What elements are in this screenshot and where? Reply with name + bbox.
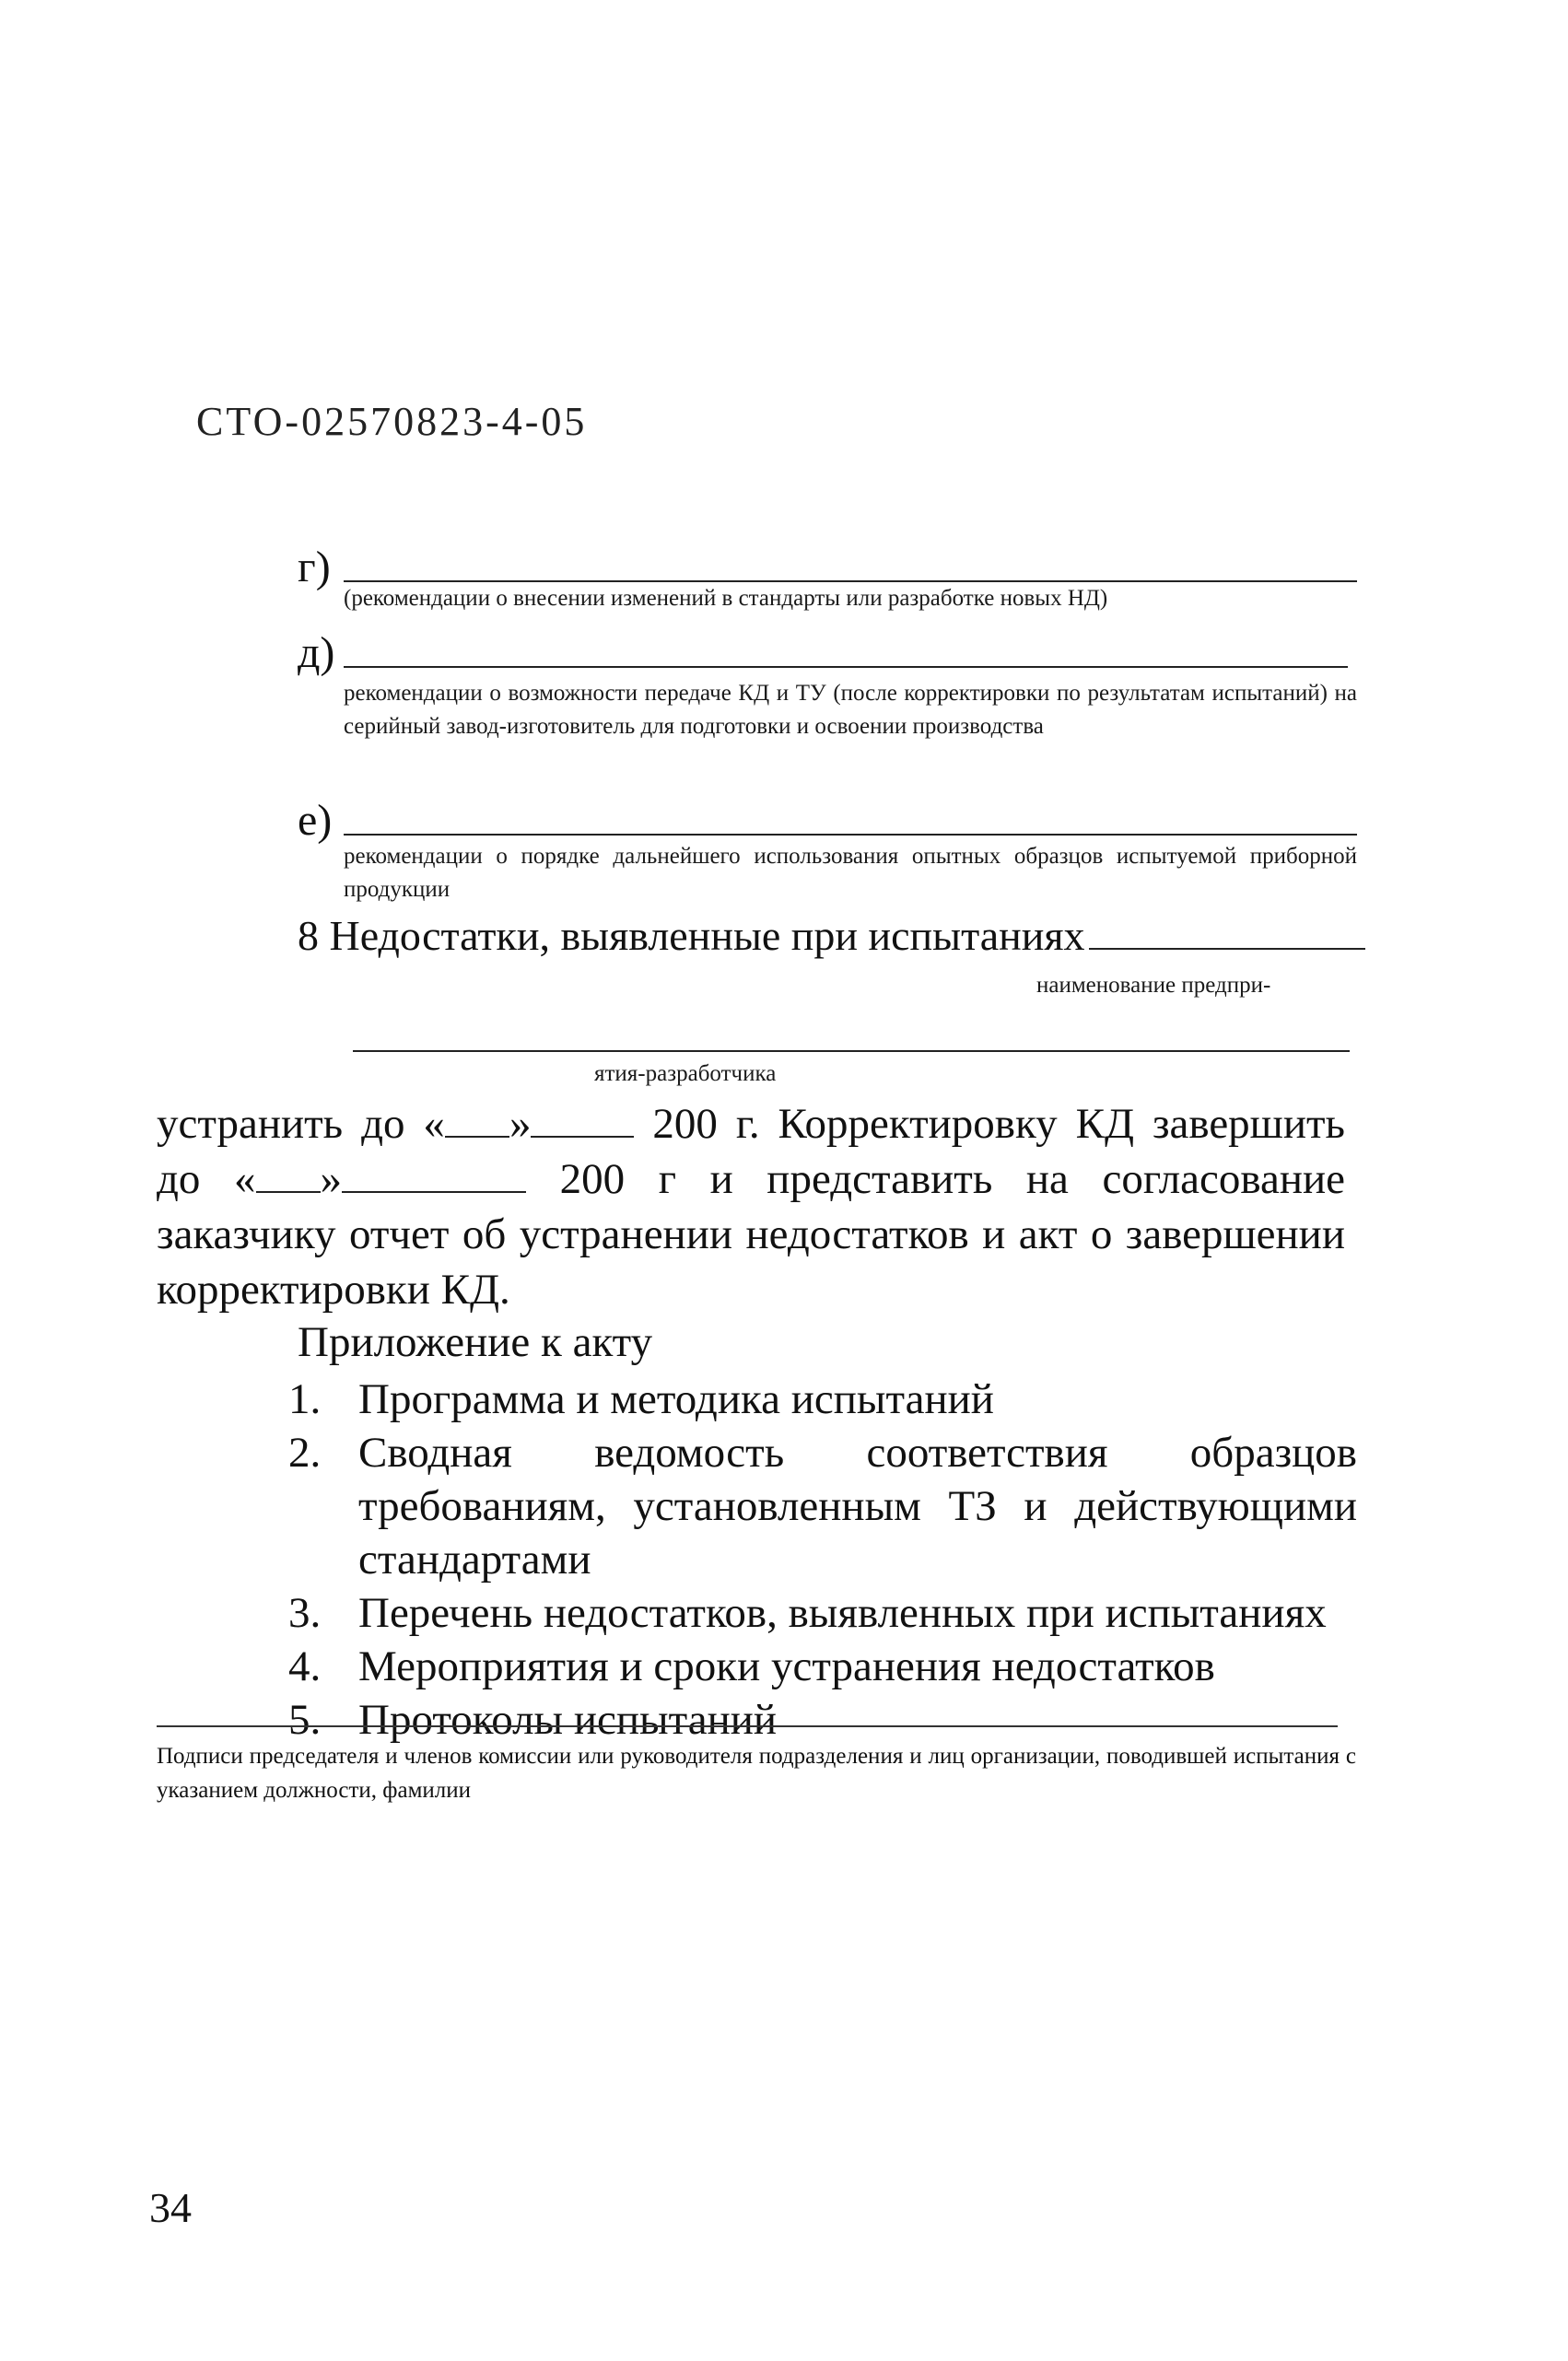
section-8-fill-line-2 [353,1050,1350,1052]
section-8-text: 8 Недостатки, выявленные при испытаниях [298,912,1085,959]
item-e-note: рекомендации о порядке дальнейшего использования опытных образцов испытуемой приборной продукции [344,844,1357,902]
footnote-divider [157,1725,1338,1727]
item-d-note: рекомендации о возможности передаче КД и ТУ (после корректировки по результатам испытаний) на серийный завод-изготовитель для подготовки и освоении производства [344,681,1357,739]
annex-item-text: Программа и методика испытаний [358,1375,994,1423]
annex-item-text: Сводная ведомость соответствия образцов требованиям, установленным ТЗ и действующими стандартами [358,1429,1357,1584]
item-d-fill-line [344,666,1348,668]
section-8-fill-line [1089,915,1365,950]
section-8-caption-1: наименование предпри- [1036,973,1271,998]
paragraph-text-4: » [320,1155,343,1203]
annex-item-number: 5. [288,1696,322,1744]
annex-item [288,1640,1357,1693]
footnote: Подписи председателя и членов комиссии или руководителя подразделения и лиц организации, поводившей испытания с указанием должности, фамилии [157,1744,1356,1803]
annex-item [288,1426,1357,1586]
month-blank-1 [531,1103,634,1138]
annex-item-number: 3. [288,1589,322,1637]
day-blank-1 [445,1103,509,1138]
annex-item-text: Протоколы испытаний [358,1696,778,1744]
paragraph-text-2: » [509,1100,532,1148]
annex-item [288,1586,1357,1640]
paragraph-text-1: устранить до « [157,1100,445,1148]
day-blank-2 [256,1158,321,1193]
annex-item [288,1373,1357,1426]
item-g-note: (рекомендации о внесении изменений в стандарты или разработке новых НД) [344,586,1108,611]
annex-item-text: Перечень недостатков, выявленных при испытаниях [358,1589,1327,1637]
section-8-heading [298,912,1365,959]
month-blank-2 [342,1158,526,1193]
document-code: СТО-02570823-4-05 [196,399,588,444]
annex-title: Приложение к акту [298,1318,653,1366]
annex-item-text: Мероприятия и сроки устранения недостатков [358,1642,1215,1690]
paragraph-text-3: 200 г. Корректировку КД завершить до « [157,1100,1345,1203]
annex-item-number: 1. [288,1375,322,1423]
annex-item-number: 4. [288,1642,322,1690]
item-e-letter: е) [298,796,333,845]
item-g-letter: г) [298,543,331,591]
annex-list [288,1373,1357,1747]
item-d-letter: д) [298,628,335,677]
page-number: 34 [149,2184,192,2231]
annex-item-number: 2. [288,1429,322,1477]
item-e-fill-line [344,834,1357,836]
deadline-paragraph [157,1096,1345,1317]
paragraph-text-5: 200 г и представить на согласование заказчику отчет об устранении недостатков и акт о завершении корректировки КД. [157,1155,1345,1314]
section-8-caption-2: ятия-разработчика [594,1061,777,1086]
